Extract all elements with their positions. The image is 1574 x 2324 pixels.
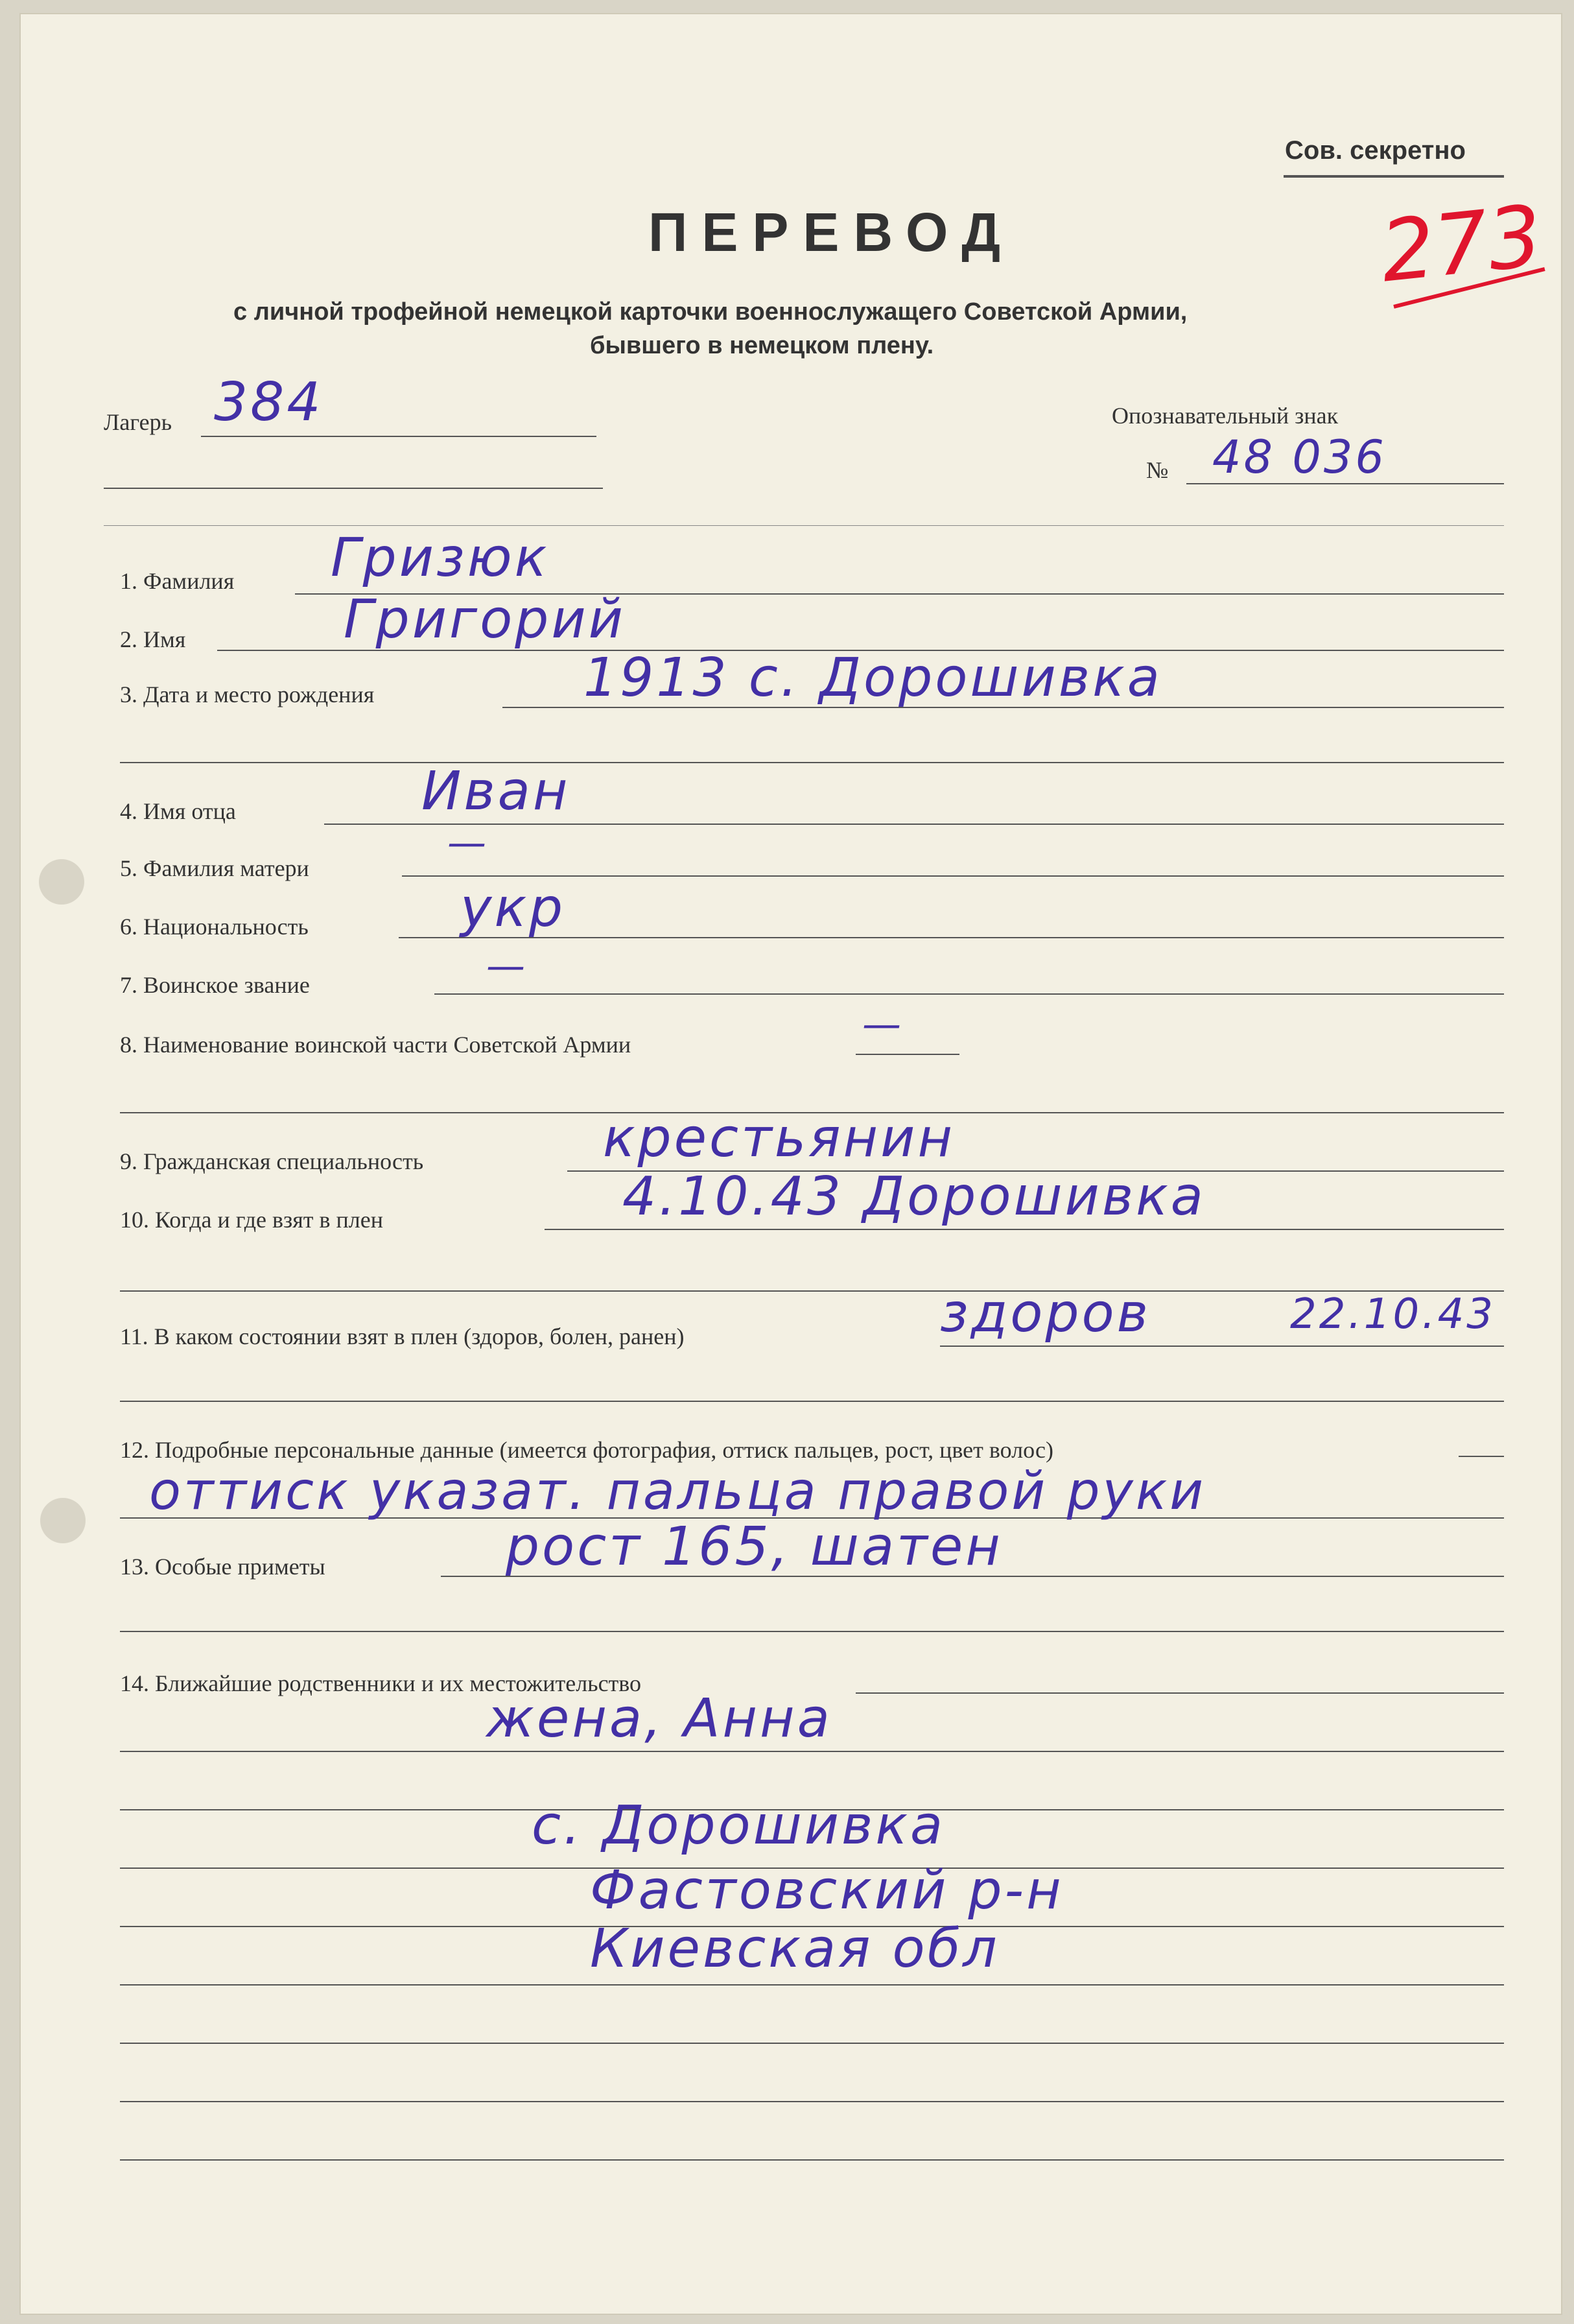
punch-hole: [39, 859, 84, 905]
name-label: 2. Имя: [120, 626, 186, 652]
subtitle-line-2: бывшего в немецком плену.: [590, 332, 934, 359]
rank-label: 7. Воинское звание: [120, 972, 310, 998]
relatives-rule-8: [120, 2159, 1504, 2161]
relatives-line-2: с. Дорошивка: [532, 1795, 946, 1856]
profession-value: крестьянин: [603, 1108, 956, 1169]
stamp-number: 273: [1376, 186, 1547, 302]
condition-line-2: [120, 1401, 1504, 1402]
birth-line-2: [120, 762, 1504, 763]
id-tag-label: Опознавательный знак: [1112, 403, 1339, 429]
marks-line-2: [120, 1631, 1504, 1632]
subtitle-line-1: с личной трофейной немецкой карточки военнослужащего Советской Армии,: [233, 298, 1188, 326]
classification-underline: [1284, 175, 1504, 178]
mother-label: 5. Фамилия матери: [120, 855, 309, 881]
unit-line: [856, 1054, 959, 1055]
captured-value: 4.10.43 Дорошивка: [622, 1166, 1206, 1227]
camp-label: Лагерь: [104, 409, 172, 435]
surname-label: 1. Фамилия: [120, 568, 235, 594]
captured-label: 10. Когда и где взят в плен: [120, 1207, 384, 1233]
father-label: 4. Имя отца: [120, 798, 236, 824]
relatives-line: [856, 1692, 1504, 1694]
relatives-rule-7: [120, 2101, 1504, 2102]
unit-value: —: [862, 1002, 904, 1047]
marks-label: 13. Особые приметы: [120, 1554, 325, 1580]
classification-label: Сов. секретно: [1285, 136, 1466, 165]
surname-value: Гризюк: [331, 527, 550, 589]
document-sheet: [19, 13, 1562, 2315]
relatives-line-3: Фастовский р-н: [590, 1860, 1064, 1921]
birth-label: 3. Дата и место рождения: [120, 682, 375, 707]
relatives-line-1: жена, Анна: [486, 1688, 832, 1749]
rank-value: —: [486, 943, 528, 989]
nationality-value: укр: [460, 877, 566, 939]
personal-label: 12. Подробные персональные данные (имеется фотография, оттиск пальцев, рост, цвет волос): [120, 1437, 1053, 1463]
camp-line-2: [104, 488, 603, 489]
father-value: Иван: [421, 761, 570, 822]
rule: [104, 525, 1504, 526]
punch-hole: [40, 1498, 86, 1543]
condition-label: 11. В каком состоянии взят в плен (здоров, болен, ранен): [120, 1323, 685, 1349]
personal-value: оттиск указат. пальца правой руки: [149, 1461, 1206, 1521]
condition-date: 22.10.43: [1290, 1290, 1496, 1338]
mother-line: [402, 875, 1504, 877]
captured-line: [545, 1229, 1504, 1230]
relatives-label: 14. Ближайшие родственники и их местожительство: [120, 1670, 642, 1696]
unit-label: 8. Наименование воинской части Советской Армии: [120, 1032, 631, 1058]
relatives-rule-1: [120, 1751, 1504, 1752]
rank-line: [434, 993, 1504, 995]
camp-line: [201, 436, 596, 437]
marks-value: рост 165, шатен: [506, 1516, 1003, 1578]
father-line: [324, 824, 1504, 825]
profession-label: 9. Гражданская специальность: [120, 1148, 424, 1174]
mother-value: —: [447, 820, 489, 866]
relatives-rule-5: [120, 1984, 1504, 1986]
birth-value: 1913 с. Дорошивка: [583, 647, 1162, 709]
document-title: ПЕРЕВОД: [648, 202, 1015, 263]
name-value: Григорий: [344, 589, 626, 650]
id-tag-value: 48 036: [1212, 431, 1387, 484]
condition-value: здоров: [940, 1283, 1151, 1344]
camp-value: 384: [214, 372, 323, 433]
id-tag-no-label: №: [1146, 457, 1169, 483]
nationality-label: 6. Национальность: [120, 914, 309, 940]
relatives-rule-6: [120, 2043, 1504, 2044]
personal-line: [1459, 1456, 1504, 1457]
relatives-line-4: Киевская обл: [590, 1918, 1000, 1980]
condition-line: [940, 1346, 1504, 1347]
